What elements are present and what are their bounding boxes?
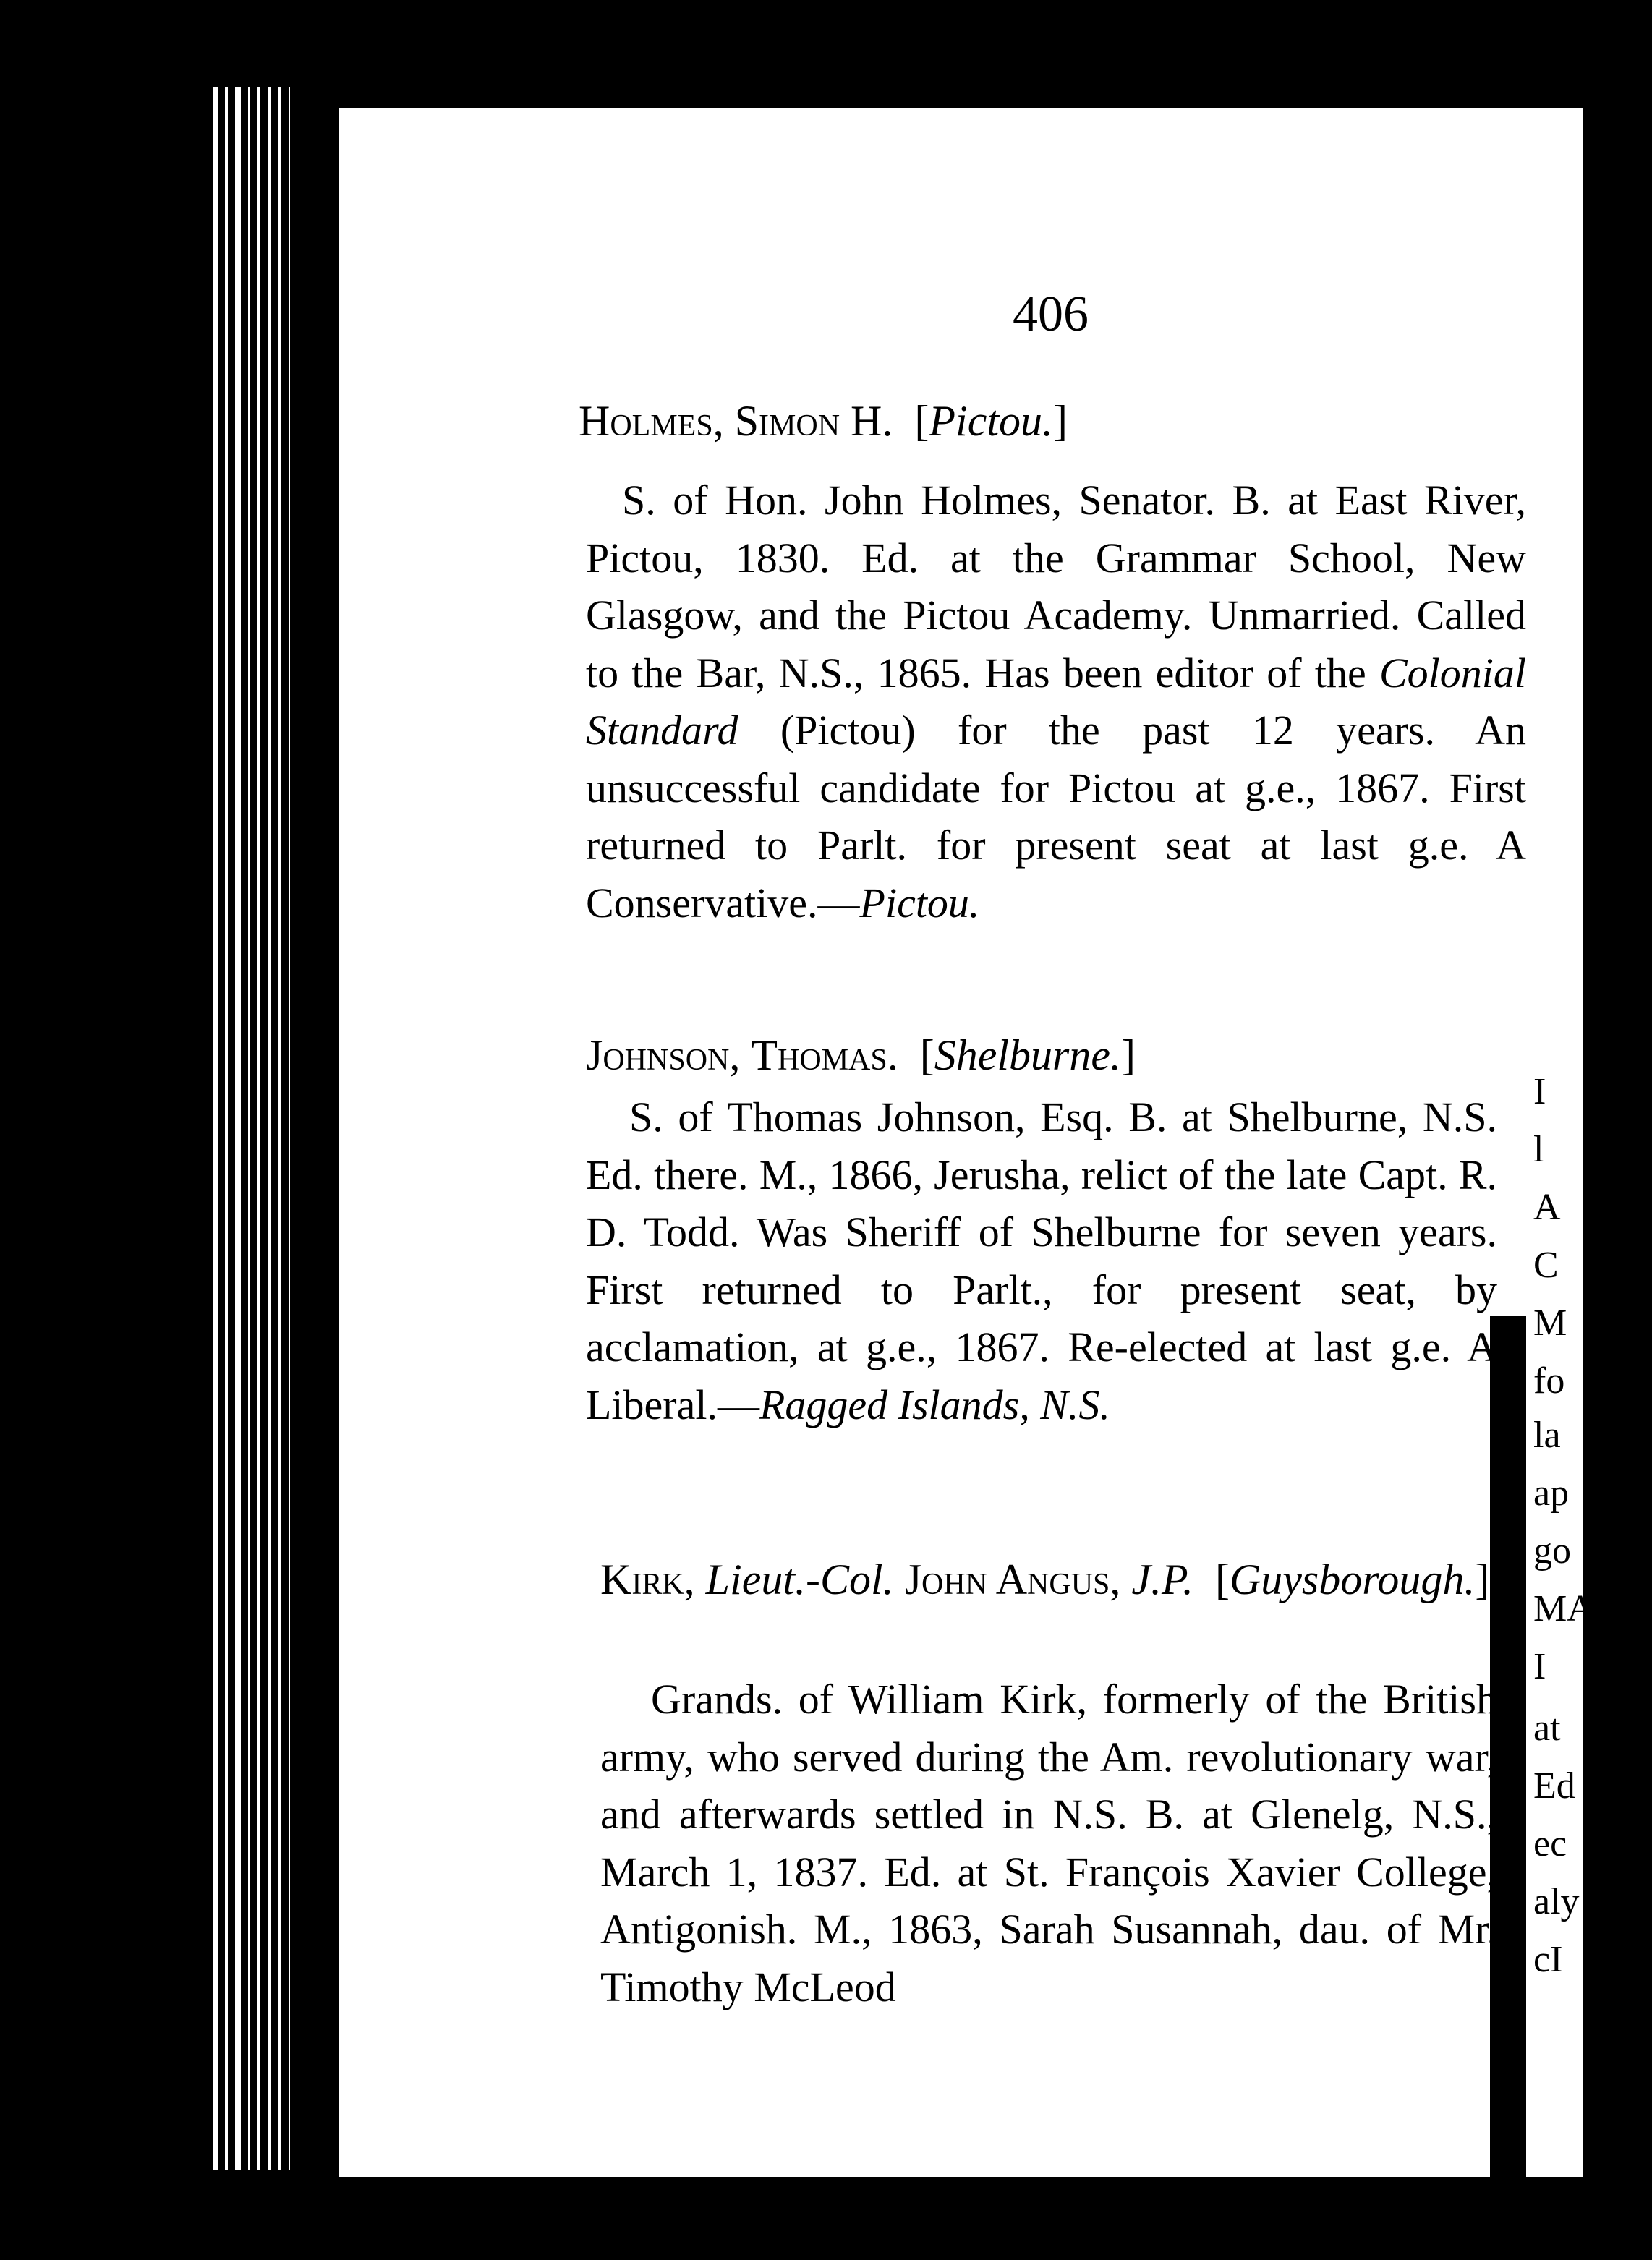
facing-page-glyph: la — [1533, 1415, 1561, 1456]
entry-text-italic: Ragged Islands, N.S. — [759, 1381, 1110, 1428]
entry-constituency: Pictou. — [929, 397, 1053, 445]
entry-text: (Pictou) for the past 12 years. An unsuccessful candidate for Pictou at g.e., 1867. First returned to Parlt. for present seat at last g.e. A Conservative.— — [586, 707, 1526, 926]
entry-constituency: Guysborough. — [1229, 1556, 1476, 1603]
facing-page-glyph: cI — [1533, 1939, 1563, 1980]
entry-given-names: Thomas. — [751, 1031, 898, 1079]
entry-constituency: Shelburne. — [934, 1031, 1121, 1079]
entry-surname: Holmes — [579, 397, 713, 445]
entry-body-johnson — [586, 1088, 1497, 1433]
entry-text: S. of Hon. John Holmes, Senator. B. at East River, Pictou, 1830. Ed. at the Grammar School, New Glasgow, and the Pictou Academy. Unmarried. Called to the Bar, N.S., 1865. Has been editor of the — [586, 477, 1526, 696]
facing-page-glyph: ap — [1533, 1472, 1570, 1514]
entry-title: Lieut.-Col. — [705, 1556, 894, 1603]
entry-text-italic: Colonial Standard — [586, 649, 1526, 754]
facing-page-glyph: C — [1533, 1245, 1559, 1286]
entry-honorific: J.P. — [1131, 1556, 1193, 1603]
facing-page-glyph: l — [1533, 1129, 1544, 1170]
facing-page-glyph: I — [1533, 1071, 1546, 1112]
page-number: 406 — [1013, 286, 1089, 342]
book-binding — [206, 87, 307, 2170]
facing-page-glyph: at — [1533, 1707, 1561, 1749]
entry-body-kirk — [600, 1671, 1497, 2016]
facing-page-glyph: A — [1533, 1187, 1561, 1228]
facing-page-glyph: ec — [1533, 1823, 1567, 1864]
entry-given-names: Simon H. — [734, 397, 893, 445]
entry-given-names: John Angus, — [904, 1556, 1121, 1603]
facing-page-glyph: aly — [1533, 1881, 1580, 1922]
facing-page-glyph: M — [1533, 1302, 1567, 1344]
entry-surname: Kirk — [600, 1556, 684, 1603]
facing-page-glyph: I — [1533, 1646, 1546, 1687]
entry-surname: Johnson — [586, 1031, 730, 1079]
entry-heading-kirk: Kirk, Lieut.-Col. John Angus, J.P. [Guysborough.] — [600, 1556, 1490, 1603]
facing-page-glyph: fo — [1533, 1360, 1565, 1402]
entry-text: Grands. of William Kirk, formerly of the British army, who served during the Am. revolutionary war, and afterwards settled in N.S. B. at Glenelg, N.S., March 1, 1837. Ed. at St. François Xavier College, Antigonish. M., 1863, Sarah Susannah, dau. of Mr. Timothy McLeod — [600, 1676, 1497, 2010]
entry-body-holmes — [586, 472, 1526, 931]
entry-heading-johnson: Johnson, Thomas. [Shelburne.] — [586, 1031, 1136, 1079]
entry-text-italic: Pictou. — [859, 879, 980, 926]
facing-page-glyph: go — [1533, 1530, 1571, 1572]
facing-page-glyph: MA — [1533, 1588, 1594, 1629]
facing-page-glyph: Ed — [1533, 1765, 1575, 1807]
entry-text: S. of Thomas Johnson, Esq. B. at Shelburne, N.S. Ed. there. M., 1866, Jerusha, relict of the late Capt. R. D. Todd. Was Sheriff of Shelburne for seven years. First returned to Parlt., for present seat, by acclamation, at g.e., 1867. Re-elected at last g.e. A Liberal.— — [586, 1093, 1497, 1428]
entry-heading-holmes: Holmes, Simon H. [Pictou.] — [579, 397, 1068, 445]
